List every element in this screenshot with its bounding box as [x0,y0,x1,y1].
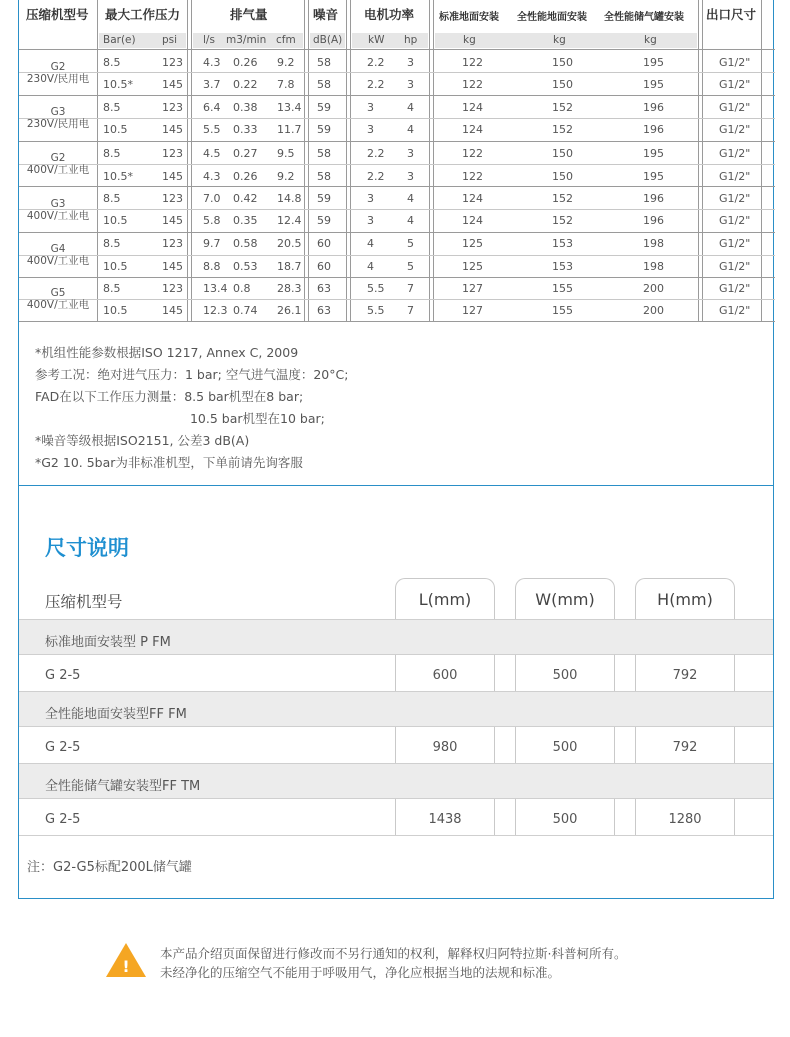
cell-height: 792 [672,668,698,683]
spec-cell: 195 [643,78,664,91]
spec-cell: 8.8 [203,260,221,273]
note-line: 10.5 bar机型在10 bar; [35,411,325,426]
spec-cell: G1/2" [719,192,751,205]
note-line: *噪音等级根据ISO2151, 公差3 dB(A) [35,433,250,448]
note-line: *机组性能参数根据ISO 1217, Annex C, 2009 [35,345,299,360]
spec-cell: 58 [317,78,331,91]
model-label: G2 230V/民用电 [26,61,90,85]
spec-cell: 8.5 [103,56,121,69]
cell-width: 500 [552,668,578,683]
cell-height: 792 [672,740,698,755]
spec-cell: 5 [407,260,414,273]
footer-disclaimer [160,944,626,982]
cell-width: 500 [552,740,578,755]
spec-cell: G1/2" [719,304,751,317]
spec-cell: 122 [462,170,483,183]
spec-cell: 8.5 [103,282,121,295]
spec-cell: 0.26 [233,56,258,69]
spec-cell: 125 [462,260,483,273]
spec-cell: 124 [462,101,483,114]
cell-length: 1438 [428,812,462,827]
header-motor: 电机功率 [364,7,415,22]
spec-cell: 122 [462,56,483,69]
spec-cell: 127 [462,304,483,317]
spec-cell: G1/2" [719,237,751,250]
spec-cell: 9.2 [277,56,295,69]
spec-cell: 124 [462,192,483,205]
model-label: G3 400V/工业电 [26,198,90,222]
header-std-floor: 标准地面安装 [439,12,499,23]
spec-notes [35,342,348,474]
spec-cell: 11.7 [277,123,302,136]
unit-cfm: cfm [276,34,296,46]
spec-cell: G1/2" [719,260,751,273]
header-outlet: 出口尺寸 [706,7,757,22]
spec-cell: 58 [317,147,331,160]
column-header-h: H(mm) [657,590,713,609]
spec-cell: 4 [407,214,414,227]
spec-cell: 14.8 [277,192,302,205]
spec-cell: 152 [552,123,573,136]
spec-cell: 7 [407,282,414,295]
spec-cell: G1/2" [719,56,751,69]
spec-cell: 0.53 [233,260,258,273]
spec-cell: 10.5* [103,78,133,91]
spec-cell: 198 [643,237,664,250]
disclaimer-line: 本产品介绍页面保留进行修改而不另行通知的权利，解释权归阿特拉斯·科普柯所有。 [160,946,627,961]
spec-cell: 59 [317,101,331,114]
dimensions-note: 注：G2-G5标配200L储气罐 [27,860,192,875]
spec-cell: 198 [643,260,664,273]
spec-cell: G1/2" [719,170,751,183]
spec-cell: 2.2 [367,147,385,160]
spec-cell: 10.5 [103,214,128,227]
cell-width: 500 [552,812,578,827]
spec-cell: 13.4 [277,101,302,114]
unit-hp: hp [404,34,418,46]
spec-cell: 153 [552,237,573,250]
spec-cell: 196 [643,192,664,205]
spec-cell: 145 [162,78,183,91]
spec-cell: 3.7 [203,78,221,91]
spec-cell: 63 [317,282,331,295]
spec-cell: 200 [643,282,664,295]
spec-cell: 12.3 [203,304,228,317]
spec-cell: 152 [552,214,573,227]
unit-bar: Bar(e) [103,34,136,46]
spec-cell: 20.5 [277,237,302,250]
spec-cell: G1/2" [719,147,751,160]
spec-cell: 155 [552,282,573,295]
spec-cell: 123 [162,282,183,295]
spec-cell: 152 [552,192,573,205]
dimensions-model-header: 压缩机型号 [45,593,123,611]
spec-cell: 145 [162,214,183,227]
spec-cell: 5 [407,237,414,250]
spec-cell: 2.2 [367,170,385,183]
header-ff-tank: 全性能储气罐安装 [604,12,684,23]
spec-cell: 124 [462,214,483,227]
spec-cell: G1/2" [719,101,751,114]
spec-cell: 4 [407,101,414,114]
column-header-l: L(mm) [418,590,472,609]
spec-cell: 196 [643,214,664,227]
spec-cell: 0.33 [233,123,258,136]
dimensions-section [18,486,774,899]
spec-cell: 5.5 [203,123,221,136]
spec-cell: 4 [367,237,374,250]
spec-cell: 4 [407,123,414,136]
spec-cell: 4 [367,260,374,273]
spec-cell: 10.5 [103,304,128,317]
unit-kw: kW [368,34,385,46]
unit-kg-1: kg [463,34,476,46]
dimensions-title: 尺寸说明 [45,536,129,560]
spec-cell: 4.3 [203,56,221,69]
spec-cell: 59 [317,123,331,136]
spec-cell: 145 [162,123,183,136]
spec-cell: 5.5 [367,304,385,317]
spec-cell: 150 [552,147,573,160]
spec-cell: 153 [552,260,573,273]
spec-cell: 195 [643,170,664,183]
section-label: 标准地面安装型 P FM [45,635,171,650]
spec-cell: 5.5 [367,282,385,295]
header-ff-floor: 全性能地面安装 [517,12,587,23]
spec-cell: 8.5 [103,147,121,160]
spec-cell: 2.2 [367,78,385,91]
cell-length: 980 [432,740,458,755]
spec-cell: 59 [317,214,331,227]
spec-cell: 0.38 [233,101,258,114]
spec-cell: 0.8 [233,282,251,295]
disclaimer-line: 未经净化的压缩空气不能用于呼吸用气，净化应根据当地的法规和标准。 [160,965,561,980]
spec-cell: 9.7 [203,237,221,250]
spec-cell: 196 [643,101,664,114]
spec-cell: 152 [552,101,573,114]
spec-cell: 10.5 [103,123,128,136]
spec-cell: 3 [407,56,414,69]
spec-cell: 2.2 [367,56,385,69]
spec-table [18,0,774,486]
spec-cell: 60 [317,237,331,250]
spec-cell: 12.4 [277,214,302,227]
spec-cell: 13.4 [203,282,228,295]
spec-cell: 10.5* [103,170,133,183]
unit-kg-2: kg [553,34,566,46]
spec-cell: 10.5 [103,260,128,273]
spec-cell: 4.5 [203,147,221,160]
unit-ls: l/s [203,34,215,46]
spec-cell: 123 [162,56,183,69]
spec-cell: G1/2" [719,282,751,295]
spec-cell: 145 [162,260,183,273]
row-model: G 2-5 [45,740,81,755]
unit-dba: dB(A) [313,34,343,46]
spec-cell: 7.0 [203,192,221,205]
spec-cell: 155 [552,304,573,317]
spec-cell: 124 [462,123,483,136]
spec-cell: 0.74 [233,304,258,317]
spec-cell: 150 [552,170,573,183]
spec-cell: 195 [643,56,664,69]
model-label: G2 400V/工业电 [26,152,90,176]
spec-cell: 58 [317,56,331,69]
spec-cell: G1/2" [719,78,751,91]
spec-cell: 3 [367,101,374,114]
spec-cell: 0.58 [233,237,258,250]
spec-cell: 0.27 [233,147,258,160]
spec-cell: 6.4 [203,101,221,114]
spec-cell: 0.42 [233,192,258,205]
unit-kg-3: kg [644,34,657,46]
spec-cell: 7.8 [277,78,295,91]
spec-cell: 5.8 [203,214,221,227]
model-label: G5 400V/工业电 [26,287,90,311]
warning-triangle-icon [104,941,148,983]
spec-cell: 9.2 [277,170,295,183]
spec-cell: 145 [162,304,183,317]
spec-cell: 196 [643,123,664,136]
spec-cell: 123 [162,237,183,250]
spec-cell: 60 [317,260,331,273]
spec-cell: 150 [552,56,573,69]
spec-cell: 125 [462,237,483,250]
header-noise: 噪音 [313,7,339,22]
spec-cell: 123 [162,147,183,160]
note-line: *G2 10. 5bar为非标准机型，下单前请先询客服 [35,455,303,470]
header-model: 压缩机型号 [26,7,89,22]
section-label: 全性能地面安装型FF FM [45,707,187,722]
model-label: G4 400V/工业电 [26,243,90,267]
column-header-w: W(mm) [535,590,595,609]
cell-height: 1280 [668,812,702,827]
spec-cell: 3 [367,192,374,205]
unit-m3min: m3/min [226,34,267,46]
spec-cell: G1/2" [719,123,751,136]
cell-length: 600 [432,668,458,683]
spec-cell: 0.35 [233,214,258,227]
spec-cell: 26.1 [277,304,302,317]
model-label: G3 230V/民用电 [26,106,90,130]
spec-cell: 28.3 [277,282,302,295]
spec-cell: 122 [462,147,483,160]
spec-cell: 200 [643,304,664,317]
header-max-pressure: 最大工作压力 [105,7,181,22]
section-label: 全性能储气罐安装型FF TM [45,779,201,794]
spec-cell: 4.3 [203,170,221,183]
spec-cell: 127 [462,282,483,295]
spec-cell: 8.5 [103,237,121,250]
spec-cell: 150 [552,78,573,91]
spec-cell: G1/2" [719,214,751,227]
spec-cell: 18.7 [277,260,302,273]
spec-cell: 3 [367,214,374,227]
spec-cell: 122 [462,78,483,91]
svg-text:!: ! [122,957,130,976]
header-air-delivery: 排气量 [230,7,268,22]
note-line: 参考工况：绝对进气压力：1 bar; 空气进气温度：20°C; [35,367,349,382]
spec-cell: 123 [162,101,183,114]
spec-cell: 59 [317,192,331,205]
spec-cell: 8.5 [103,101,121,114]
spec-cell: 4 [407,192,414,205]
spec-cell: 0.26 [233,170,258,183]
row-model: G 2-5 [45,668,81,683]
row-model: G 2-5 [45,812,81,827]
spec-cell: 0.22 [233,78,258,91]
spec-cell: 58 [317,170,331,183]
spec-cell: 123 [162,192,183,205]
spec-cell: 195 [643,147,664,160]
spec-cell: 3 [407,78,414,91]
spec-cell: 145 [162,170,183,183]
unit-psi: psi [162,34,178,46]
spec-cell: 3 [367,123,374,136]
spec-cell: 3 [407,170,414,183]
spec-cell: 7 [407,304,414,317]
spec-cell: 9.5 [277,147,295,160]
spec-cell: 8.5 [103,192,121,205]
spec-cell: 63 [317,304,331,317]
note-line: FAD在以下工作压力测量：8.5 bar机型在8 bar; [35,389,304,404]
spec-cell: 3 [407,147,414,160]
